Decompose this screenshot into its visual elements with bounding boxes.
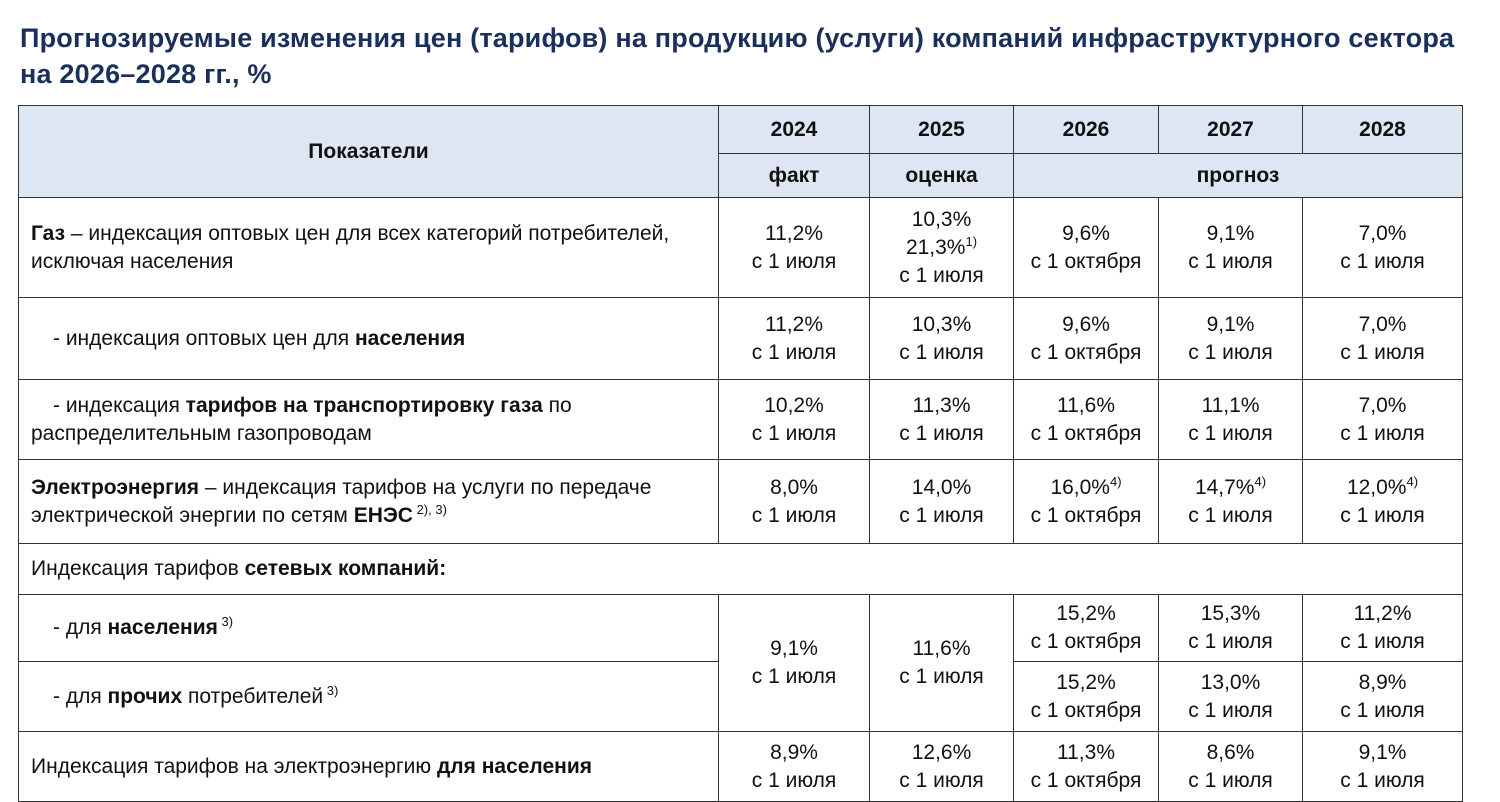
- title-line-1: Прогнозируемые изменения цен (тарифов) на продукцию (услуги) компаний инфраструктурного сектора: [20, 23, 1455, 53]
- header-fact: факт: [719, 154, 870, 198]
- row-label: - для прочих потребителей $^{3)}$: [19, 662, 719, 732]
- cell-2028: 7,0% с 1 июля: [1303, 380, 1463, 460]
- cell-2025: 11,3% с 1 июля: [870, 380, 1014, 460]
- cell-2024-merged: 9,1% с 1 июля: [719, 595, 870, 732]
- label-text: – индексация оптовых цен для всех категорий потребителей,: [65, 221, 670, 245]
- row-label: [19, 198, 719, 298]
- cell-2027: 9,1% с 1 июля: [1159, 298, 1303, 380]
- cell-2026: 11,6% с 1 октября: [1014, 380, 1159, 460]
- cell-2027: 14,7%$^{4)}$ с 1 июля: [1159, 460, 1303, 544]
- cell-2026: 9,6% с 1 октября: [1014, 198, 1159, 298]
- table-row-electricity-population: [19, 732, 1463, 802]
- title-line-2: на 2026–2028 гг., %: [20, 59, 272, 89]
- cell-2025: 10,3% с 1 июля: [870, 298, 1014, 380]
- cell-2025: 12,6% с 1 июля: [870, 732, 1014, 802]
- header-year-2028: 2028: [1303, 106, 1463, 154]
- label-bold: Газ: [31, 221, 66, 245]
- header-year-2024: 2024: [719, 106, 870, 154]
- header-year-2025: 2025: [870, 106, 1014, 154]
- cell-2027: 13,0% с 1 июля: [1159, 662, 1303, 732]
- cell-2024: 10,2% с 1 июля: [719, 380, 870, 460]
- row-label: - для населения $^{3)}$: [19, 595, 719, 662]
- table-row-electricity: [19, 460, 1463, 544]
- cell-2024: 11,2% с 1 июля: [719, 298, 870, 380]
- cell-2028: 7,0% с 1 июля: [1303, 298, 1463, 380]
- cell-2024: 8,0% с 1 июля: [719, 460, 870, 544]
- header-indicators: Показатели: [19, 106, 719, 198]
- row-label: - индексация оптовых цен для населения: [19, 298, 719, 380]
- cell-2026: 15,2% с 1 октября: [1014, 595, 1159, 662]
- cell-2025-merged: 11,6% с 1 июля: [870, 595, 1014, 732]
- page-title: [20, 20, 1500, 92]
- label-line-2: исключая населения: [31, 249, 234, 273]
- cell-2026: 16,0%$^{4)}$ с 1 октября: [1014, 460, 1159, 544]
- header-year-2026: 2026: [1014, 106, 1159, 154]
- cell-2028: 12,0%$^{4)}$ с 1 июля: [1303, 460, 1463, 544]
- table-row-gas-transport: [19, 380, 1463, 460]
- cell-2028: 9,1% с 1 июля: [1303, 732, 1463, 802]
- cell-2028: 7,0% с 1 июля: [1303, 198, 1463, 298]
- cell-2026: 11,3% с 1 октября: [1014, 732, 1159, 802]
- cell-2024: 11,2% с 1 июля: [719, 198, 870, 298]
- cell-2027: 11,1% с 1 июля: [1159, 380, 1303, 460]
- cell-2028: 8,9% с 1 июля: [1303, 662, 1463, 732]
- header-row-years: [19, 106, 1463, 154]
- tariff-table: [18, 105, 1463, 802]
- table-row-network-population: [19, 595, 1463, 662]
- cell-2027: 15,3% с 1 июля: [1159, 595, 1303, 662]
- header-forecast: прогноз: [1014, 154, 1463, 198]
- header-estimate: оценка: [870, 154, 1014, 198]
- table-row-gas-population: [19, 298, 1463, 380]
- cell-2027: 9,1% с 1 июля: [1159, 198, 1303, 298]
- cell-2025: 10,3% 21,3%$^{1)}$ с 1 июля: [870, 198, 1014, 298]
- header-year-2027: 2027: [1159, 106, 1303, 154]
- table-row-network-companies: [19, 544, 1463, 595]
- row-label: Индексация тарифов на электроэнергию для населения: [19, 732, 719, 802]
- cell-2028: 11,2% с 1 июля: [1303, 595, 1463, 662]
- cell-2026: 15,2% с 1 октября: [1014, 662, 1159, 732]
- row-label: Индексация тарифов сетевых компаний:: [19, 544, 1463, 595]
- cell-2024: 8,9% с 1 июля: [719, 732, 870, 802]
- table-row-gas: [19, 198, 1463, 298]
- row-label: - индексация тарифов на транспортировку газа по распределительным газопроводам: [19, 380, 719, 460]
- cell-2027: 8,6% с 1 июля: [1159, 732, 1303, 802]
- row-label: Электроэнергия – индексация тарифов на услуги по передаче электрической энергии по сетям ЕНЭС $^{2), 3)}$: [19, 460, 719, 544]
- cell-2025: 14,0% с 1 июля: [870, 460, 1014, 544]
- cell-2026: 9,6% с 1 октября: [1014, 298, 1159, 380]
